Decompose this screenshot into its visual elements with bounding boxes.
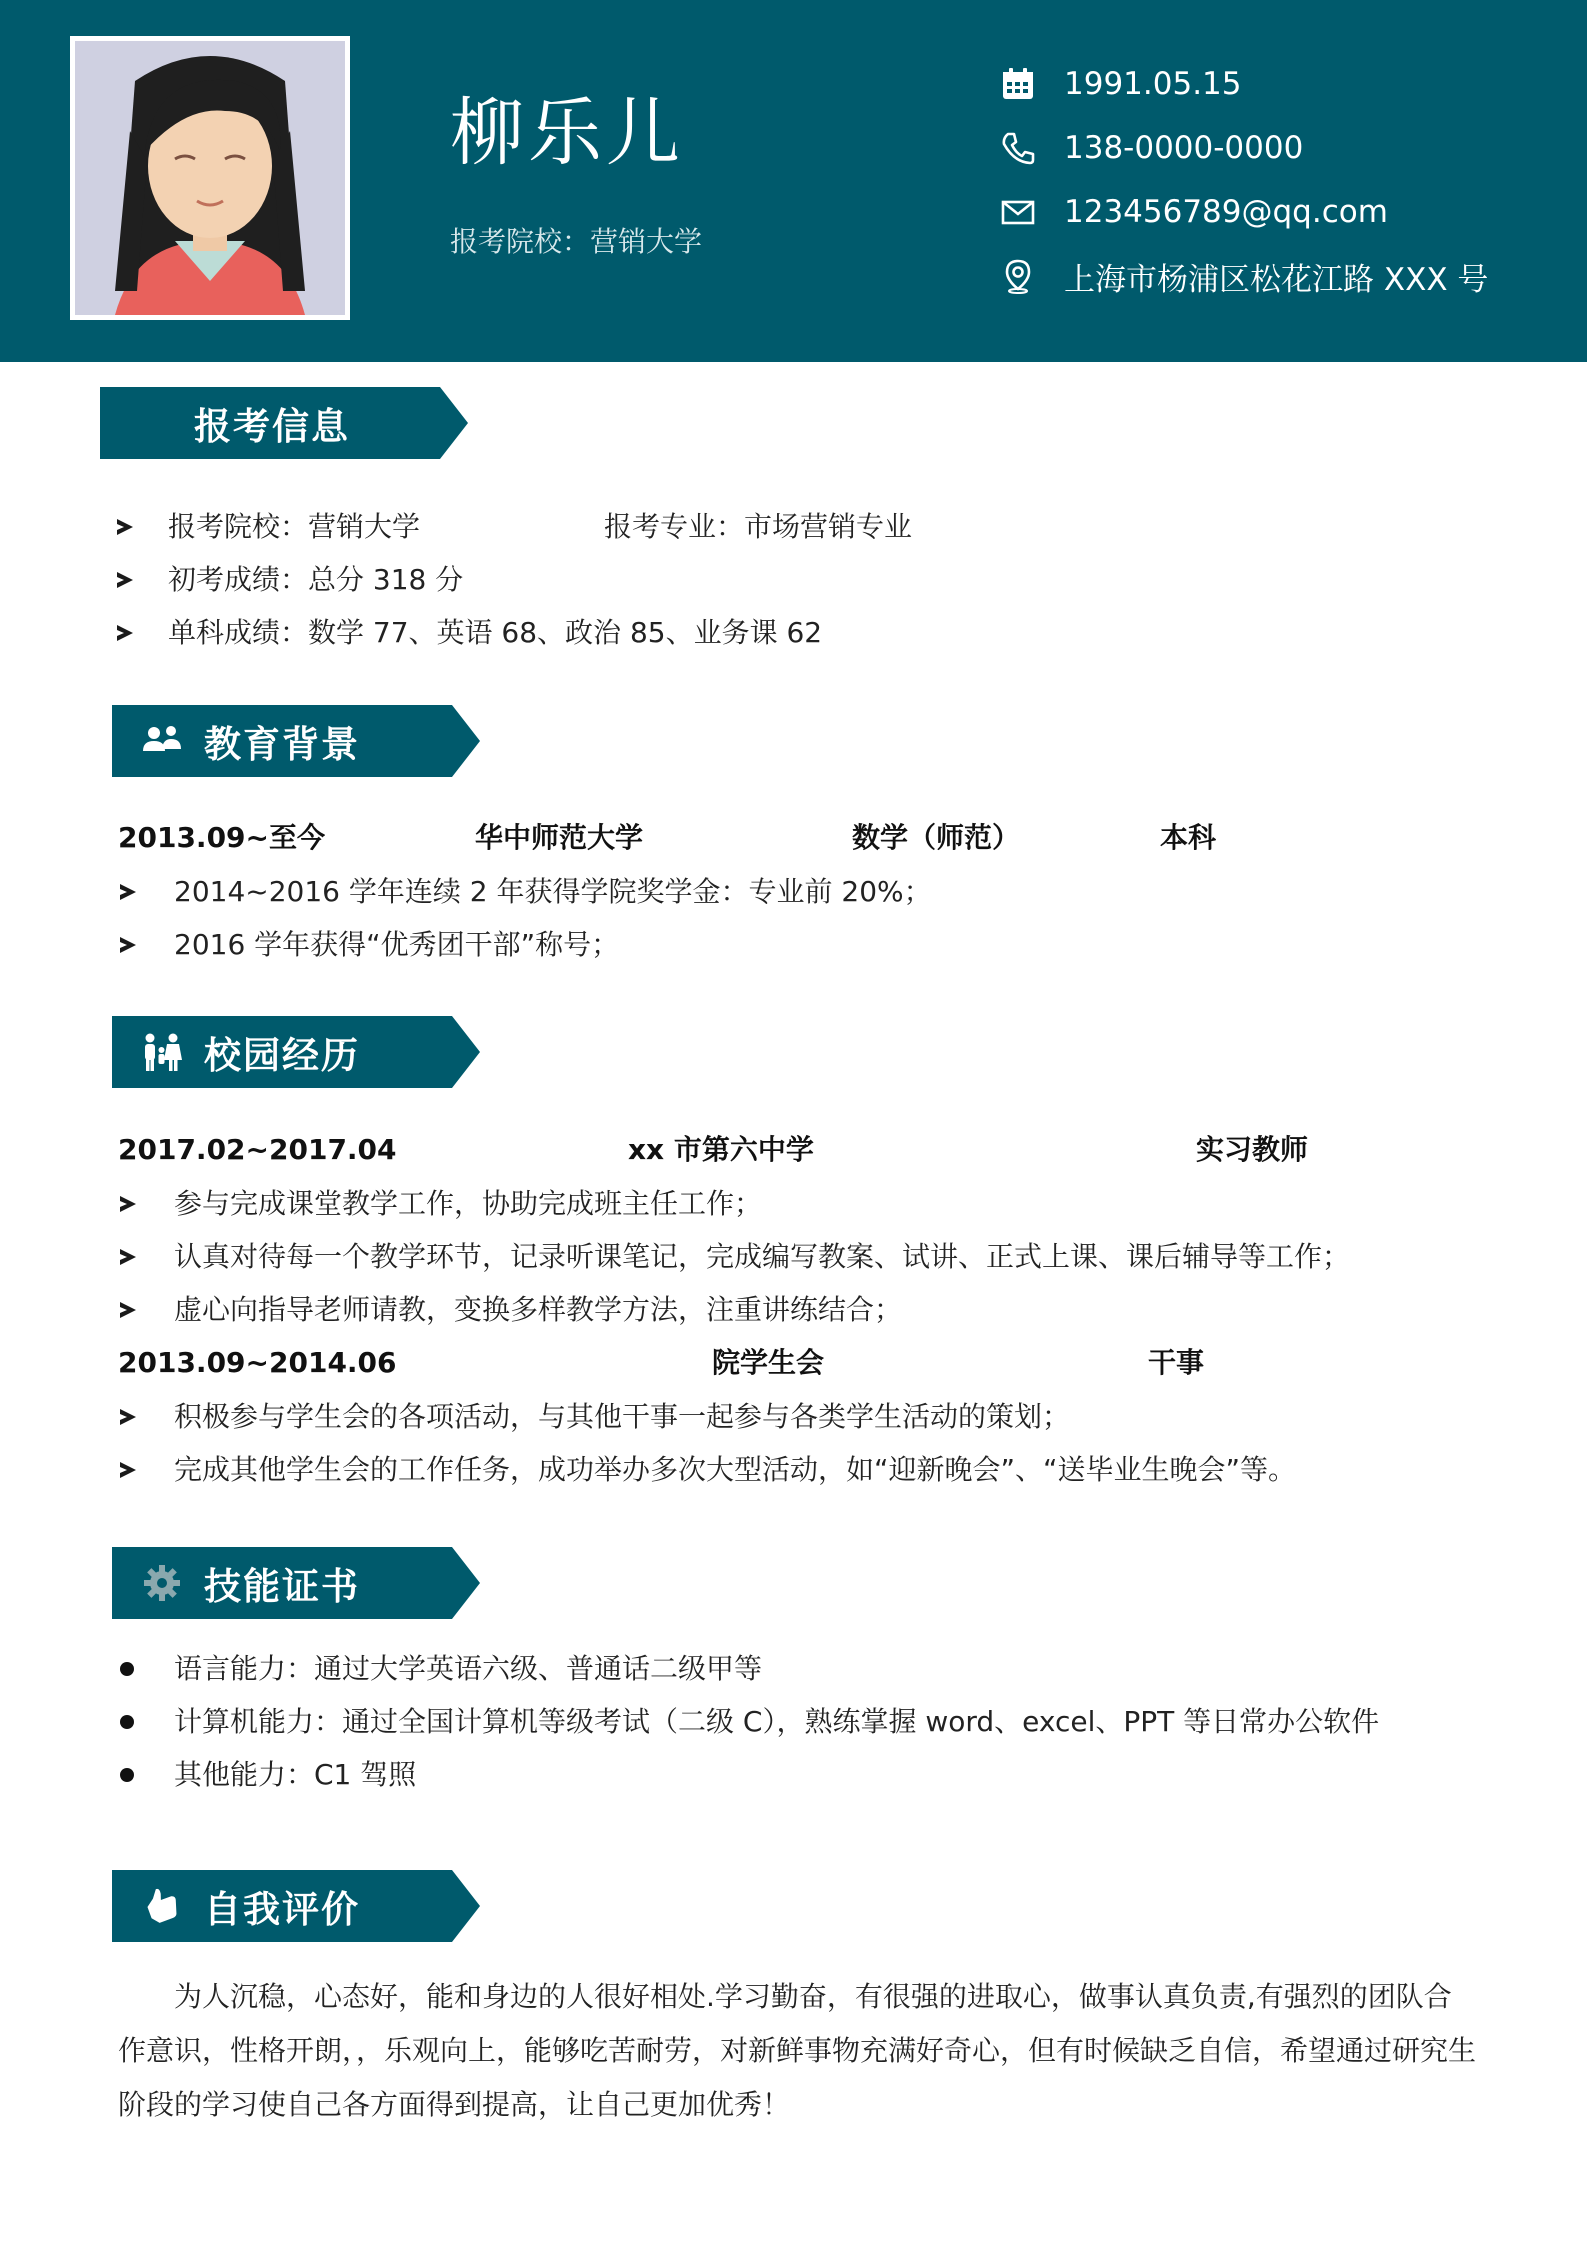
people-icon bbox=[140, 719, 184, 763]
section-exam-title bbox=[100, 387, 470, 459]
exam-school: 报考院校：营销大学 bbox=[168, 510, 421, 543]
job-item: 完成其他学生会的工作任务，成功举办多次大型活动，如“迎新晚会”、“送毕业生晚会”等。 bbox=[174, 1453, 1297, 1486]
address-text: 上海市杨浦区松花江路 XXX 号 bbox=[1064, 261, 1489, 298]
profile-photo bbox=[70, 36, 350, 320]
job-org: 院学生会 bbox=[712, 1346, 825, 1379]
job-item: 积极参与学生会的各项活动，与其他干事一起参与各类学生活动的策划； bbox=[174, 1400, 1071, 1433]
education-item: 2014~2016 学年连续 2 年获得学院奖学金：专业前 20%； bbox=[174, 875, 932, 908]
section-campus-title bbox=[112, 1016, 482, 1088]
bullet-arrow-icon bbox=[120, 937, 136, 953]
bullet-arrow-icon bbox=[120, 1302, 136, 1318]
bullet-arrow-icon bbox=[120, 1249, 136, 1265]
bullet-arrow-icon bbox=[120, 1409, 136, 1425]
section-skills-title bbox=[112, 1547, 482, 1619]
education-degree: 本科 bbox=[1160, 821, 1217, 854]
section-title-text: 报考信息 bbox=[194, 405, 350, 448]
education-period: 2013.09~至今 bbox=[118, 821, 325, 854]
section-education-title bbox=[112, 705, 482, 777]
skill-item: 计算机能力：通过全国计算机等级考试（二级 C），熟练掌握 word、excel、PPT 等日常办公软件 bbox=[174, 1705, 1380, 1738]
section-title-text: 校园经历 bbox=[204, 1034, 360, 1077]
family-icon bbox=[140, 1030, 184, 1074]
job-org: xx 市第六中学 bbox=[628, 1133, 814, 1166]
job-item: 参与完成课堂教学工作，协助完成班主任工作； bbox=[174, 1187, 763, 1220]
bullet-dot-icon bbox=[120, 1768, 134, 1782]
bullet-arrow-icon bbox=[117, 519, 133, 535]
section-title-text: 技能证书 bbox=[204, 1565, 360, 1608]
header-banner bbox=[0, 0, 1587, 362]
education-university: 华中师范大学 bbox=[475, 821, 644, 854]
bullet-arrow-icon bbox=[120, 1462, 136, 1478]
birthdate-text: 1991.05.15 bbox=[1064, 66, 1242, 102]
self-evaluation-text: 为人沉稳，心态好，能和身边的人很好相处.学习勤奋，有很强的进取心，做事认真负责,有强烈的团队合作意识，性格开朗，，乐观向上，能够吃苦耐劳，对新鲜事物充满好奇心，但有时候缺乏自信，希望通过研究生阶段的学习使自己各方面得到提高，让自己更加优秀！ bbox=[118, 1980, 1477, 2121]
skill-item: 语言能力：通过大学英语六级、普通话二级甲等 bbox=[174, 1652, 763, 1685]
section-title-text: 教育背景 bbox=[204, 723, 360, 766]
phone-text: 138-0000-0000 bbox=[1064, 130, 1304, 166]
bullet-dot-icon bbox=[120, 1715, 134, 1729]
contact-address bbox=[1000, 252, 1560, 300]
contact-email bbox=[1000, 188, 1560, 236]
bullet-arrow-icon bbox=[117, 572, 133, 588]
gear-icon bbox=[140, 1561, 184, 1605]
bullet-dot-icon bbox=[120, 1662, 134, 1676]
exam-subjects: 单科成绩：数学 77、英语 68、政治 85、业务课 62 bbox=[168, 616, 823, 649]
bullet-arrow-icon bbox=[120, 1196, 136, 1212]
mail-icon bbox=[1000, 194, 1036, 230]
phone-icon bbox=[1000, 130, 1036, 166]
section-self-title bbox=[112, 1870, 482, 1942]
job-item: 认真对待每一个教学环节，记录听课笔记，完成编写教案、试讲、正式上课、课后辅导等工作； bbox=[174, 1240, 1351, 1273]
exam-score: 初考成绩：总分 318 分 bbox=[168, 563, 464, 596]
target-school: 报考院校：营销大学 bbox=[450, 225, 703, 258]
thumbs-up-icon bbox=[140, 1884, 184, 1928]
calendar-icon bbox=[1000, 66, 1036, 102]
exam-major: 报考专业：市场营销专业 bbox=[604, 510, 913, 543]
education-item: 2016 学年获得“优秀团干部”称号； bbox=[174, 928, 620, 961]
job-role: 干事 bbox=[1148, 1346, 1205, 1379]
job-role: 实习教师 bbox=[1196, 1133, 1309, 1166]
bullet-arrow-icon bbox=[120, 884, 136, 900]
skill-item: 其他能力：C1 驾照 bbox=[174, 1758, 417, 1791]
job-period: 2013.09~2014.06 bbox=[118, 1346, 397, 1379]
job-period: 2017.02~2017.04 bbox=[118, 1133, 397, 1166]
location-icon bbox=[1000, 258, 1036, 294]
contact-birthdate bbox=[1000, 60, 1560, 108]
education-major: 数学（师范） bbox=[852, 821, 1021, 854]
avatar-illustration bbox=[75, 41, 345, 315]
contact-phone bbox=[1000, 124, 1560, 172]
job-item: 虚心向指导老师请教，变换多样教学方法，注重讲练结合； bbox=[174, 1293, 903, 1326]
candidate-name: 柳乐儿 bbox=[450, 90, 684, 176]
section-title-text: 自我评价 bbox=[204, 1888, 360, 1931]
email-text: 123456789@qq.com bbox=[1064, 194, 1388, 230]
bullet-arrow-icon bbox=[117, 625, 133, 641]
